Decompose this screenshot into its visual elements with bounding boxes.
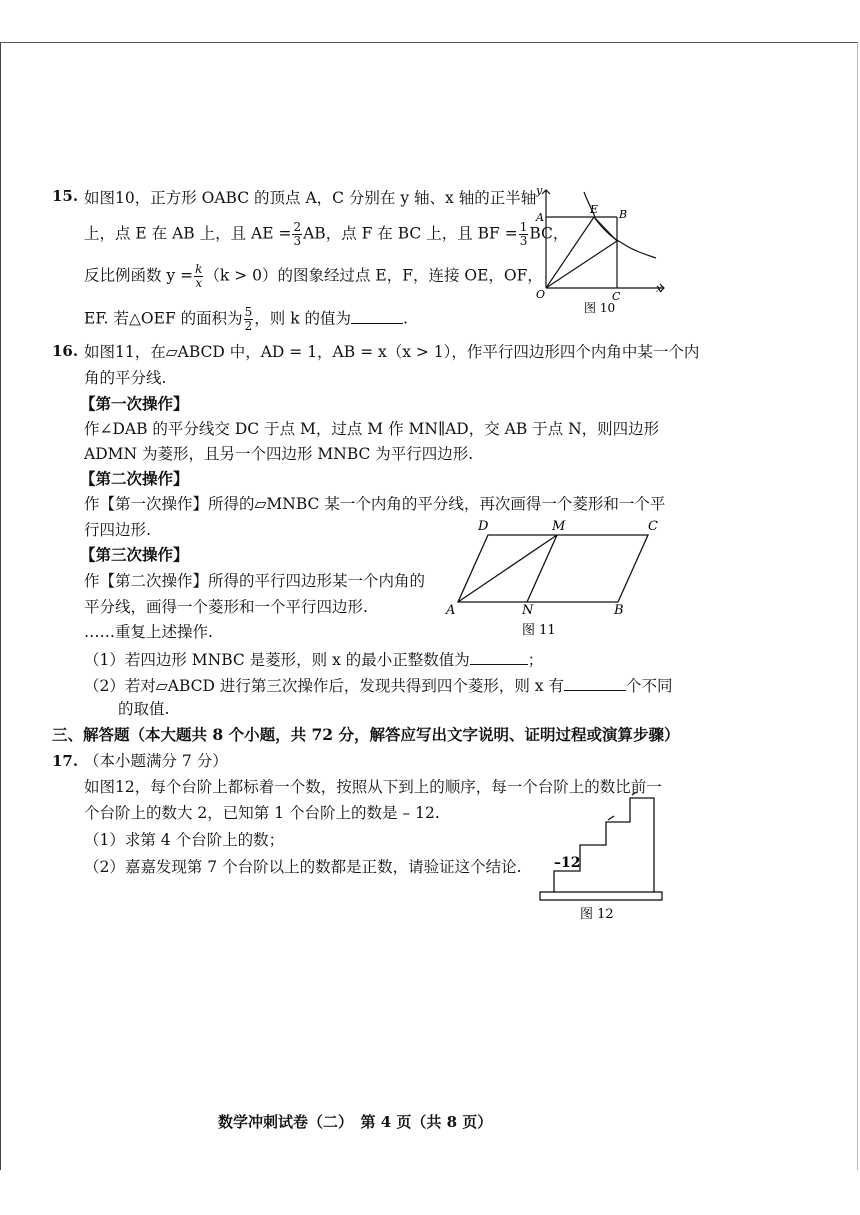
q16-line2: 角的平分线. bbox=[84, 369, 167, 387]
label-D: D bbox=[478, 519, 489, 534]
fig11-caption: 图 11 bbox=[522, 623, 556, 638]
segment-EF bbox=[594, 217, 617, 241]
q17-number: 17. bbox=[52, 752, 79, 770]
staircase bbox=[554, 798, 654, 892]
label-M: M bbox=[552, 519, 566, 534]
q15-answer-blank bbox=[351, 307, 403, 324]
label-C: C bbox=[612, 290, 621, 303]
label-E: E bbox=[590, 203, 599, 216]
label-B: B bbox=[619, 208, 628, 221]
q17-line1: 如图12，每个台阶上都标着一个数，按照从下到上的顺序，每一个台阶上的数比前一 bbox=[84, 778, 662, 796]
q16-op2-line1: 作【第一次操作】所得的▱MNBC 某一个内角的平分线，再次画得一个菱形和一个平 bbox=[84, 495, 666, 513]
step1-label: –12 bbox=[554, 855, 581, 871]
staircase-base bbox=[540, 892, 662, 900]
q15-line4: EF. 若△OEF 的面积为 $\frac{5}{2}$ ，则 k 的值为 . bbox=[84, 305, 408, 333]
fig10-caption: 图 10 bbox=[584, 301, 616, 315]
q17-part1: （1）求第 4 个台阶上的数； bbox=[84, 831, 285, 849]
label-y: y bbox=[536, 184, 543, 197]
q16-op2-title: 【第二次操作】 bbox=[80, 469, 189, 488]
q17-part2: （2）嘉嘉发现第 7 个台阶以上的数都是正数，请验证这个结论. bbox=[84, 858, 522, 876]
q16-part2-blank bbox=[564, 674, 626, 691]
fraction-2-3: $\frac{2}{3}$ bbox=[293, 220, 302, 248]
label-B: B bbox=[614, 603, 624, 618]
q16-op3-line2: 平分线，画得一个菱形和一个平行四边形. bbox=[84, 598, 368, 616]
figure-10 bbox=[532, 180, 670, 318]
q16-line1: 如图11，在▱ABCD 中，AD = 1，AB = x（x > 1），作平行四边形四个内角中某一个内 bbox=[84, 343, 700, 361]
figure-12 bbox=[536, 782, 668, 924]
q15-line2: 上，点 E 在 AB 上，且 AE = $\frac{2}{3}$ AB，点 F 在 BC 上，且 BF = $\frac{1}{3}$ BC， bbox=[84, 220, 569, 248]
q15-line3: 反比例函数 y = $\frac{k}{x}$ （k > 0）的图象经过点 E，F，连接 OE，OF， bbox=[84, 262, 543, 290]
q16-op2-line2: 行四边形. bbox=[84, 521, 151, 539]
q15-number: 15. bbox=[52, 187, 79, 205]
q16-repeat: ……重复上述操作. bbox=[84, 623, 213, 641]
q16-part2-cont: 的取值. bbox=[118, 700, 170, 718]
label-C: C bbox=[648, 519, 658, 534]
figure-11 bbox=[440, 514, 670, 640]
page-footer: 数学冲刺试卷（二） 第 4 页（共 8 页） bbox=[218, 1113, 493, 1131]
q16-op3-line1: 作【第二次操作】所得的平行四边形某一个内角的 bbox=[84, 572, 426, 590]
q16-op1-title: 【第一次操作】 bbox=[80, 394, 189, 413]
hyperbola-curve bbox=[584, 192, 656, 258]
label-A: A bbox=[536, 211, 544, 224]
q15-line1: 如图10，正方形 OABC 的顶点 A，C 分别在 y 轴、x 轴的正半轴 bbox=[84, 189, 537, 207]
q16-op1-line1: 作∠DAB 的平分线交 DC 于点 M，过点 M 作 MN∥AD，交 AB 于点 N，则四边形 bbox=[84, 420, 660, 438]
label-O: O bbox=[536, 288, 546, 301]
segment-OF bbox=[546, 241, 617, 288]
q16-part1-blank bbox=[470, 648, 528, 665]
q16-op1-line2: ADMN 为菱形，且另一个四边形 MNBC 为平行四边形. bbox=[84, 445, 474, 463]
fraction-k-x: $\frac{k}{x}$ bbox=[195, 262, 203, 290]
fraction-1-3: $\frac{1}{3}$ bbox=[519, 220, 528, 248]
q16-part1: （1）若四边形 MNBC 是菱形，则 x 的最小正整数值为 ； bbox=[84, 648, 543, 670]
label-A: A bbox=[446, 603, 456, 618]
q17-line2: 个台阶上的数大 2，已知第 1 个台阶上的数是 – 12. bbox=[84, 804, 440, 822]
fraction-5-2: $\frac{5}{2}$ bbox=[244, 305, 253, 333]
q16-op3-title: 【第三次操作】 bbox=[80, 545, 189, 564]
label-N: N bbox=[522, 603, 534, 618]
label-x: x bbox=[656, 282, 663, 295]
section3-heading: 三、解答题（本大题共 8 个小题，共 72 分，解答应写出文字说明、证明过程或演算步骤） bbox=[52, 725, 680, 744]
q17-score: （本小题满分 7 分） bbox=[84, 752, 228, 770]
segment-OE bbox=[546, 217, 594, 288]
q16-part2: （2）若对▱ABCD 进行第三次操作后，发现共得到四个菱形，则 x 有 个不同 bbox=[84, 674, 672, 696]
fig12-caption: 图 12 bbox=[580, 907, 614, 922]
q16-number: 16. bbox=[52, 342, 79, 360]
